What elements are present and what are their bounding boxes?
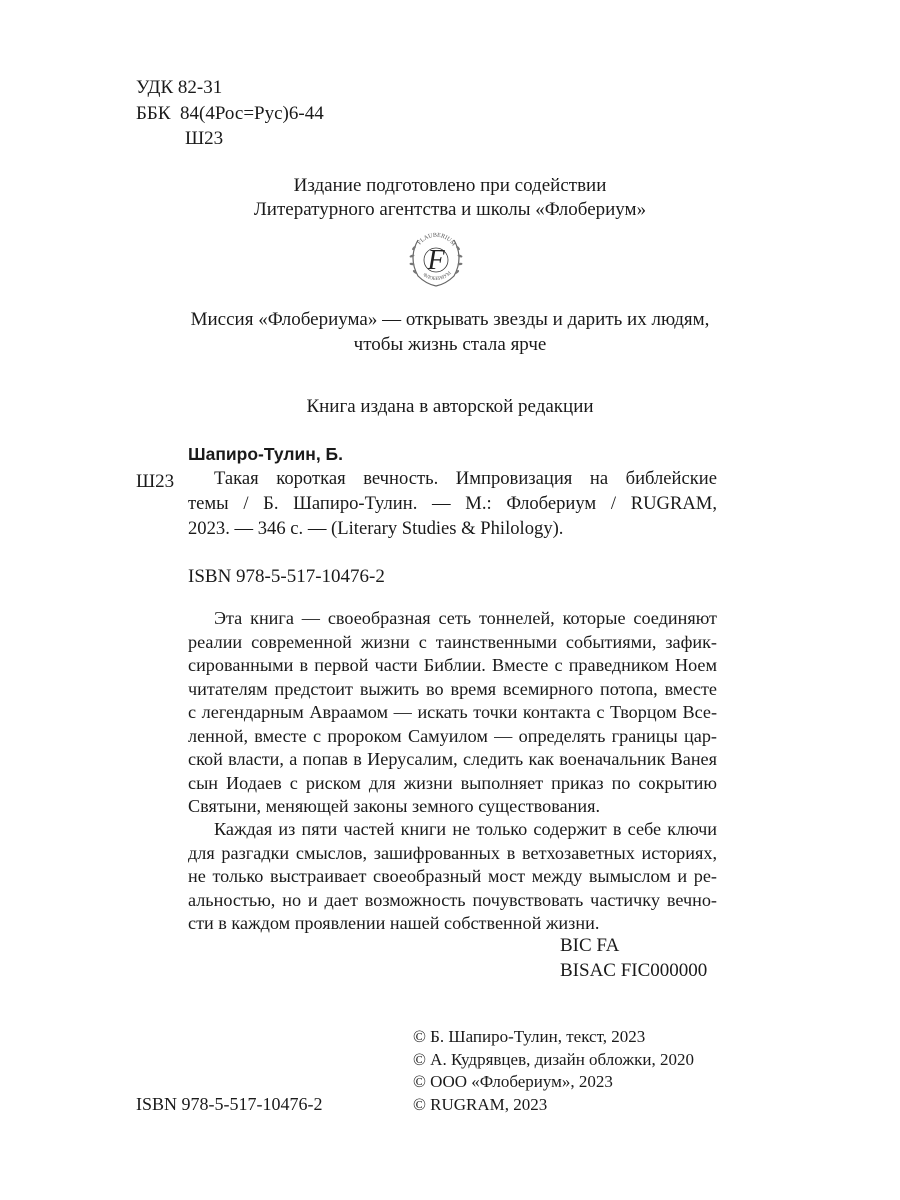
mission-line-2: чтобы жизнь стала ярче — [353, 334, 547, 355]
author-mark: Ш23 — [185, 128, 224, 149]
flauberium-logo — [404, 226, 468, 290]
annotation-line: для разгадки смыслов, зашифрованных в ветхозаветных историях, — [188, 842, 717, 863]
sponsor-line-1: Издание подготовлено при содействии — [293, 175, 607, 196]
copyright-line: © А. Кудрявцев, дизайн обложки, 2020 — [413, 1049, 694, 1069]
annotation-line: ской власти, а попав в Иерусалим, следить как военачальник Ванея — [188, 749, 717, 769]
annotation-line: сын Иодаев с риском для жизни выполняет приказ по сокрытию — [188, 772, 717, 793]
annotation-paragraph-1 — [188, 607, 717, 819]
bic-code: BIC FA — [560, 935, 620, 956]
copyright-block — [413, 1026, 694, 1116]
annotation-line: с легендарным Авраамом — искать точки контакта с Творцом Все- — [188, 702, 717, 722]
bbk-code: ББК 84(4Рос=Рус)6-44 — [136, 103, 324, 124]
mission-line-1: Миссия «Флобериума» — открывать звезды и дарить их людям, — [190, 309, 710, 330]
annotation-line: ленной, вместе с пророком Самуилом — определять границы цар- — [188, 725, 717, 746]
isbn-main: ISBN 978-5-517-10476-2 — [188, 566, 385, 587]
annotation-line: Эта книга — своеобразная сеть тоннелей, которые соединяют — [214, 608, 717, 628]
annotation-line: сти в каждом проявлении нашей собственной жизни. — [188, 913, 600, 933]
svg-text:FLAUBERIUM: FLAUBERIUM — [416, 232, 457, 248]
bib-description — [188, 466, 717, 541]
annotation-line: альностью, но и дает возможность почувствовать частичку вечно- — [188, 889, 717, 910]
annotation-line: Каждая из пяти частей книги не только содержит в себе ключи — [214, 819, 717, 839]
laurel-wreath-monogram-icon — [404, 226, 468, 290]
copyright-line: © ООО «Флобериум», 2023 — [413, 1072, 613, 1091]
svg-text:ФЛОБЕРИУМ: ФЛОБЕРИУМ — [421, 270, 453, 283]
svg-text:F: F — [427, 245, 445, 276]
annotation-line: сированными в первой части Библии. Вместе с праведником Ноем — [188, 655, 717, 675]
edition-note: Книга издана в авторской редакции — [306, 396, 594, 417]
bib-author-mark: Ш23 — [136, 471, 175, 492]
annotation-line: реалии современной жизни с таинственными событиями, зафик- — [188, 631, 717, 652]
bib-line: Такая короткая вечность. Импровизация на библейские — [214, 468, 717, 489]
annotation-line: читателям предстоит выжить во время всемирного потопа, вместе — [188, 678, 717, 699]
isbn-footer: ISBN 978-5-517-10476-2 — [136, 1094, 323, 1114]
sponsor-line-2: Литературного агентства и школы «Флобериум» — [253, 199, 647, 220]
annotation-line: не только выстраивает своеобразный мост между вымыслом и ре- — [188, 866, 717, 886]
bisac-code: BISAC FIC000000 — [560, 960, 708, 981]
bib-line: 2023. — 346 с. — (Literary Studies & Philology). — [188, 518, 564, 539]
bib-line: темы / Б. Шапиро-Тулин. — М.: Флобериум / RUGRAM, — [188, 493, 717, 514]
annotation-paragraph-2 — [188, 818, 717, 936]
author-heading: Шапиро-Тулин, Б. — [188, 444, 343, 464]
annotation-line: Святыни, меняющей законы земного существования. — [188, 796, 601, 816]
copyright-line: © RUGRAM, 2023 — [413, 1094, 548, 1114]
copyright-line: © Б. Шапиро-Тулин, текст, 2023 — [413, 1027, 646, 1046]
udk-code: УДК 82-31 — [136, 77, 223, 98]
